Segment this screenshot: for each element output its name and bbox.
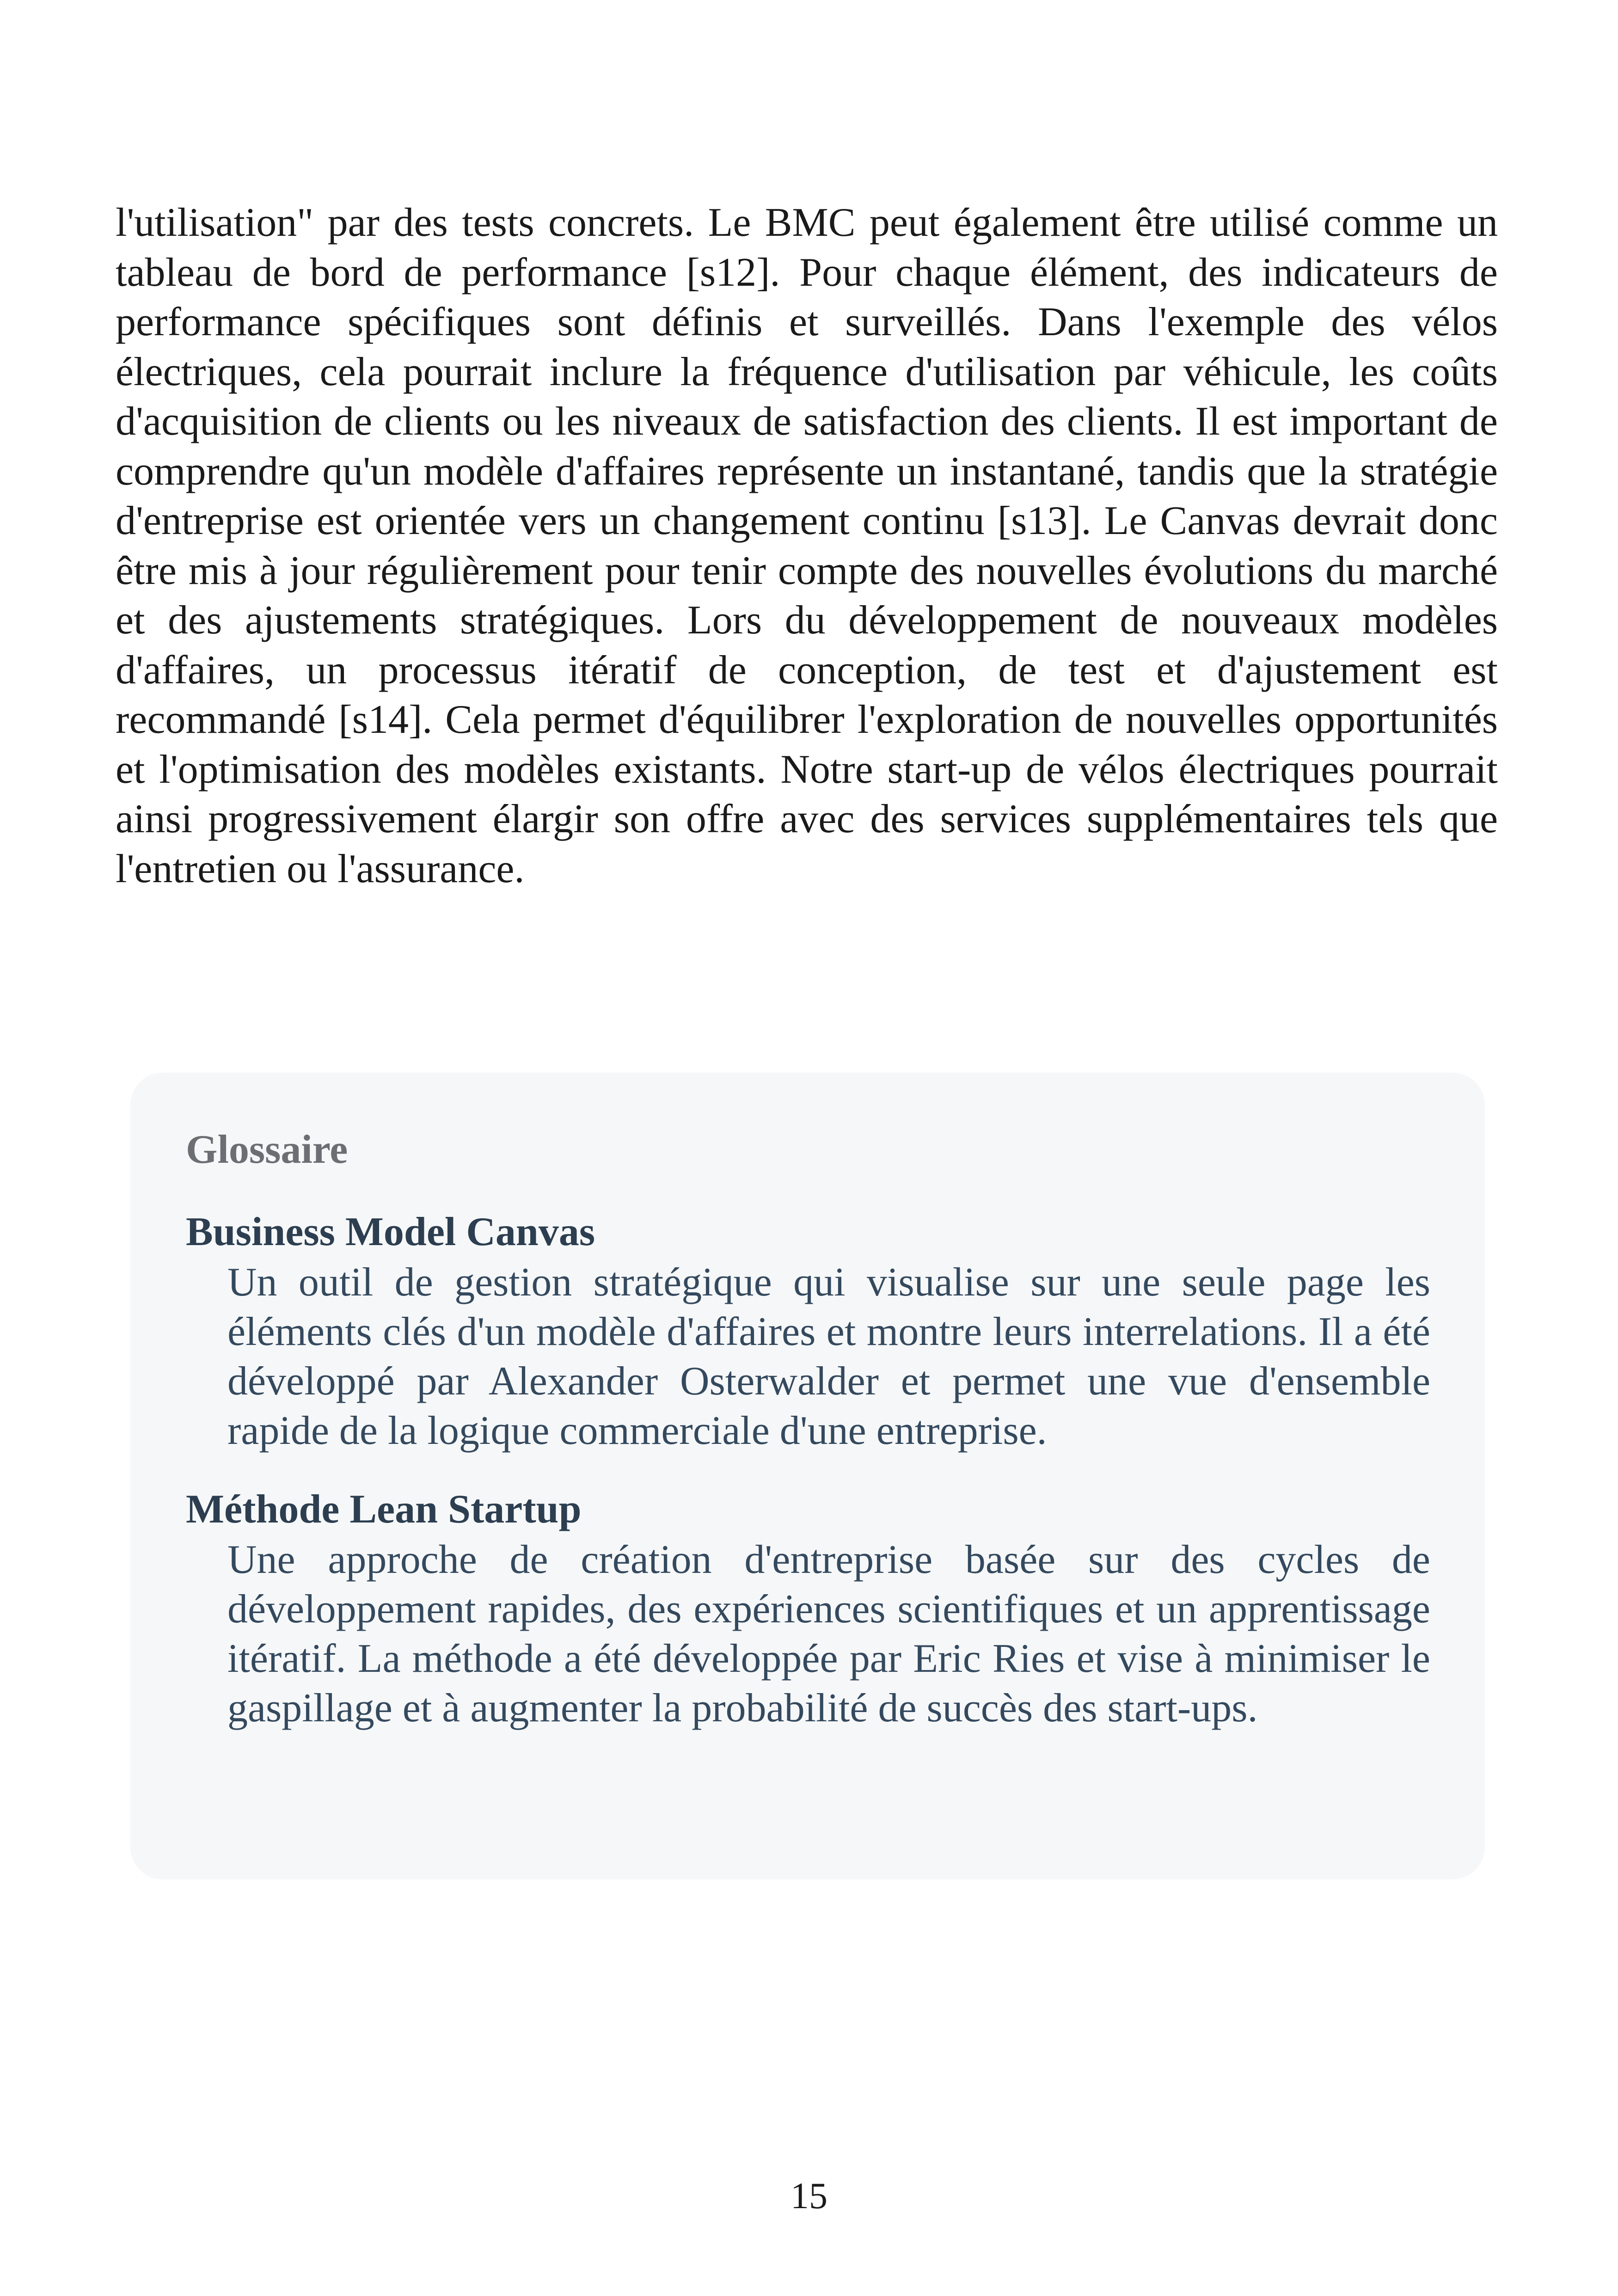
glossary-term-name: Business Model Canvas: [186, 1209, 595, 1254]
page-number: 15: [791, 2176, 827, 2216]
glossary-title: Glossaire: [186, 1127, 348, 1172]
glossary-box: [130, 1073, 1485, 1879]
body-paragraph: l'utilisation" par des tests concrets. Le BMC peut également être utilisé comme un tableau de bord de performance [s12]. Pour chaque élément, des indicateurs de performance spécifiques sont définis et surveillés. Dans l'exemple des vélos électriques, cela pourrait inclure la fréquence d'utilisation par véhicule, les coûts d'acquisition de clients ou les niveaux de satisfaction des clients. Il est important de comprendre qu'un modèle d'affaires représente un instantané, tandis que la stratégie d'entreprise est orientée vers un changement continu [s13]. Le Canvas devrait donc être mis à jour régulièrement pour tenir compte des nouvelles évolutions du marché et des ajustements stratégiques. Lors du développement de nouveaux modèles d'affaires, un processus itératif de conception, de test et d'ajustement est recommandé [s14]. Cela permet d'équilibrer l'exploration de nouvelles opportunités et l'optimisation des modèles existants. Notre start-up de vélos électriques pourrait ainsi progressivement élargir son offre avec des services supplémentaires tels que l'entretien ou l'assurance.: [116, 200, 1498, 891]
glossary-term-name: Méthode Lean Startup: [186, 1487, 582, 1532]
glossary-term-definition: Une approche de création d'entreprise basée sur des cycles de développement rapides, des expériences scientifiques et un apprentissage itératif. La méthode a été développée par Eric Ries et vise à minimiser le gaspillage et à augmenter la probabilité de succès des start-ups.: [227, 1537, 1430, 1731]
glossary-term: [186, 1207, 1430, 1455]
glossary-term-definition: Un outil de gestion stratégique qui visualise sur une seule page les éléments clés d'un modèle d'affaires et montre leurs interrelations. Il a été développé par Alexander Osterwalder et permet une vue d'ensemble rapide de la logique commerciale d'une entreprise.: [227, 1260, 1430, 1453]
glossary-term: [186, 1484, 1430, 1733]
